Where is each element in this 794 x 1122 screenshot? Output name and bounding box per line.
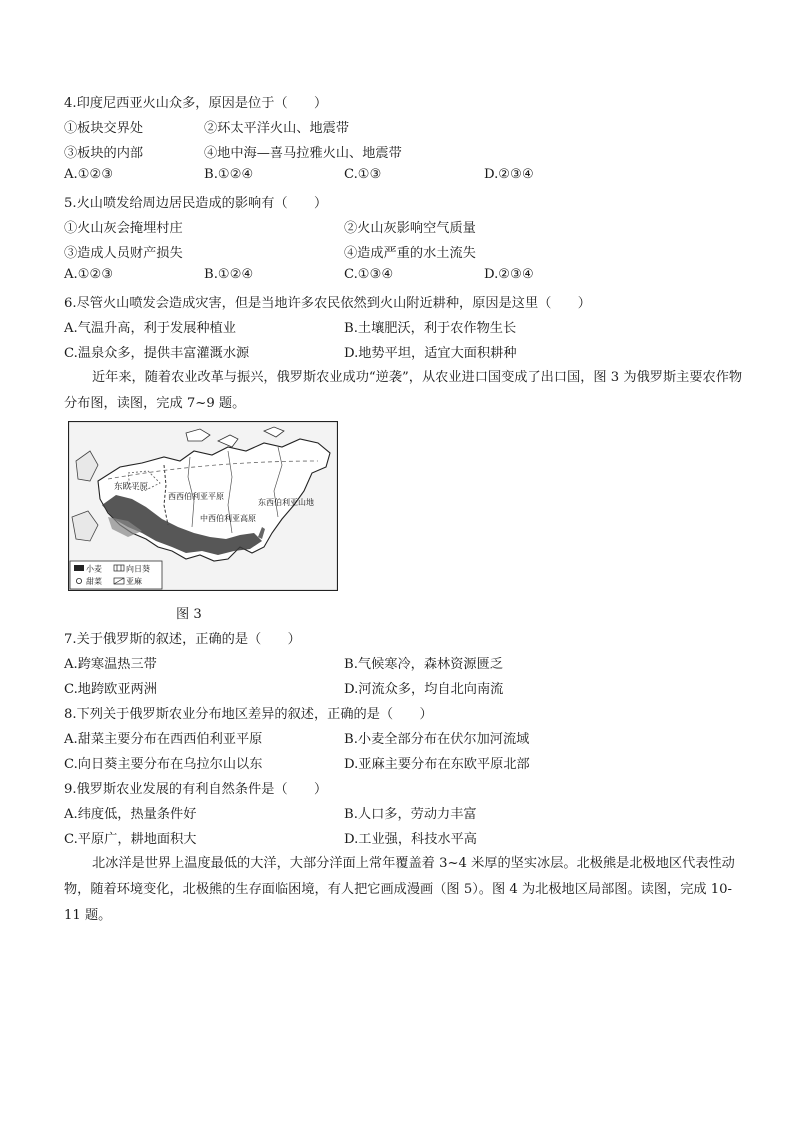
legend-flax: 亚麻: [126, 577, 142, 586]
label-west-siberian-plain: 西西伯利亚平原: [168, 492, 224, 501]
q7-option-d: D.河流众多，均自北向南流: [344, 682, 504, 697]
q4-option-c: C.①③: [344, 167, 382, 182]
label-east-siberian-mountains: 东西伯利亚山地: [258, 498, 314, 507]
q6-option-c: C.温泉众多，提供丰富灌溉水源: [64, 346, 250, 361]
q5-option-c: C.①③④: [344, 267, 394, 282]
figure-caption: 图 3: [176, 607, 202, 622]
intro-paragraph-russia: 近年来，随着农业改革与振兴，俄罗斯农业成功“逆袭”，从农业进口国变成了出口国，图 3 为俄罗斯主要农作物分布图，读图，完成 7~9 题。: [64, 370, 743, 411]
q4-statement-1: ①板块交界处: [64, 121, 144, 136]
q8-option-d: D.亚麻主要分布在东欧平原北部: [344, 757, 530, 772]
q6-option-d: D.地势平坦，适宜大面积耕种: [344, 346, 517, 361]
q5-option-d: D.②③④: [484, 267, 534, 282]
q4-statement-2: ②环太平洋火山、地震带: [204, 121, 350, 136]
q8-option-b: B.小麦全部分布在伏尔加河流域: [344, 732, 530, 747]
q5-option-b: B.①②④: [204, 267, 254, 282]
q9-stem: 9.俄罗斯农业发展的有利自然条件是（ ）: [64, 782, 328, 797]
q4-statement-3: ③板块的内部: [64, 146, 144, 161]
q4-option-d: D.②③④: [484, 167, 534, 182]
q4-stem: 4.印度尼西亚火山众多，原因是位于（ ）: [64, 96, 328, 111]
q5-stem: 5.火山喷发给周边居民造成的影响有（ ）: [64, 196, 328, 211]
q9-option-c: C.平原广，耕地面积大: [64, 832, 197, 847]
label-east-european-plain: 东欧平原: [114, 482, 149, 492]
q6-option-b: B.土壤肥沃，利于农作物生长: [344, 321, 517, 336]
q9-option-d: D.工业强，科技水平高: [344, 832, 477, 847]
q8-option-c: C.向日葵主要分布在乌拉尔山以东: [64, 757, 263, 772]
q4-option-a: A.①②③: [64, 167, 114, 182]
q7-stem: 7.关于俄罗斯的叙述，正确的是（ ）: [64, 632, 301, 647]
q4-option-b: B.①②④: [204, 167, 254, 182]
q5-statement-1: ①火山灰会掩埋村庄: [64, 221, 183, 236]
q8-option-a: A.甜菜主要分布在西西伯利亚平原: [64, 732, 263, 747]
q7-option-b: B.气候寒冷，森林资源匮乏: [344, 657, 503, 672]
q8-stem: 8.下列关于俄罗斯农业分布地区差异的叙述，正确的是（ ）: [64, 707, 433, 722]
q5-statement-4: ④造成严重的水土流失: [344, 246, 476, 261]
q5-statement-2: ②火山灰影响空气质量: [344, 221, 476, 236]
russia-crop-map: [68, 421, 338, 591]
q9-option-b: B.人口多，劳动力丰富: [344, 807, 477, 822]
q6-option-a: A.气温升高，利于发展种植业: [64, 321, 236, 336]
q5-statement-3: ③造成人员财产损失: [64, 246, 183, 261]
legend-wheat: 小麦: [86, 564, 102, 574]
q7-option-c: C.地跨欧亚两洲: [64, 682, 157, 697]
legend-beet: 甜菜: [86, 577, 102, 586]
legend-sunflower: 向日葵: [126, 564, 150, 574]
q4-statement-4: ④地中海—喜马拉雅火山、地震带: [204, 146, 402, 161]
q6-stem: 6.尽管火山喷发会造成灾害，但是当地许多农民依然到火山附近耕种，原因是这里（ ）: [64, 296, 591, 311]
q7-option-a: A.跨寒温热三带: [64, 657, 157, 672]
q5-option-a: A.①②③: [64, 267, 114, 282]
label-central-siberian-plateau: 中西伯利亚高原: [200, 514, 256, 523]
intro-paragraph-arctic: 北冰洋是世界上温度最低的大洋，大部分洋面上常年覆盖着 3~4 米厚的坚实冰层。北极熊是北极地区代表性动物，随着环境变化，北极熊的生存面临困境，有人把它画成漫画（图 5）。图 4 为北极地区局部图。读图，完成 10-11 题。: [64, 856, 735, 923]
q9-option-a: A.纬度低，热量条件好: [64, 807, 197, 822]
